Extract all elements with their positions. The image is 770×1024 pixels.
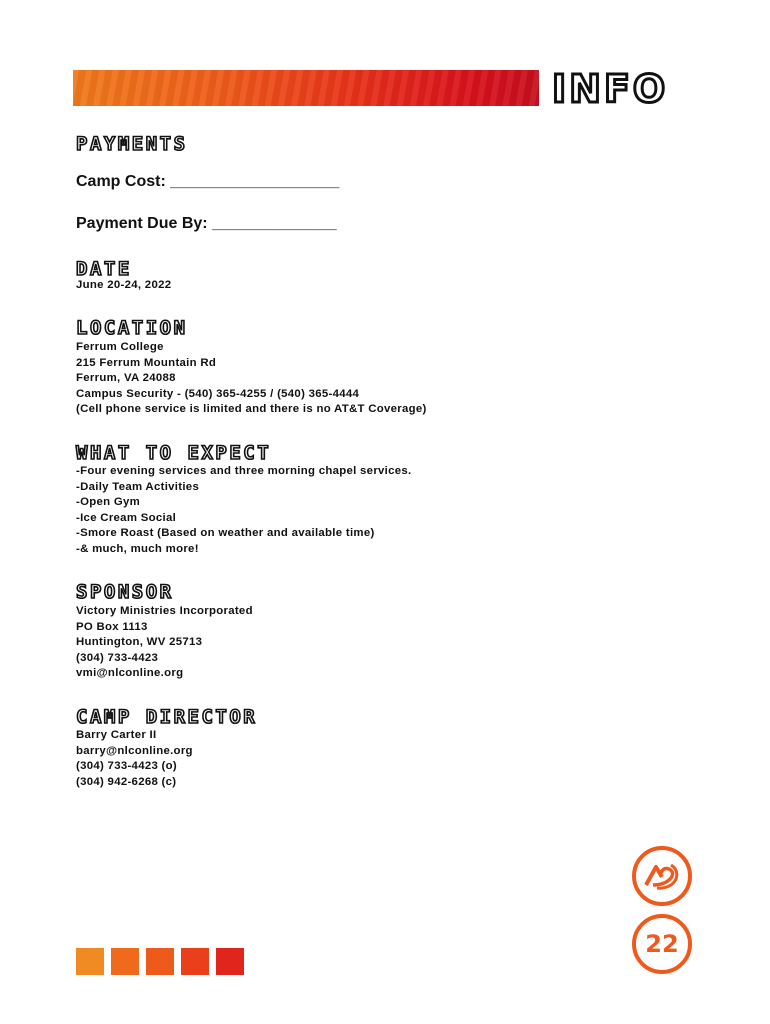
expect-line: -Smore Roast (Based on weather and available time) (76, 527, 375, 539)
director-email: barry@nlconline.org (76, 744, 193, 757)
director-line: (304) 733-4423 (o) (76, 760, 178, 772)
year-badge (632, 914, 692, 974)
payments-heading: PAYMENTS (76, 133, 188, 155)
director-line: Barry Carter II (76, 729, 157, 741)
sponsor-heading: SPONSOR (76, 581, 174, 603)
date-value: June 20-24, 2022 (76, 279, 172, 291)
expect-block (76, 464, 412, 557)
location-heading: LOCATION (76, 317, 188, 339)
date-heading: DATE (76, 258, 132, 280)
location-line: Ferrum College (76, 341, 164, 353)
sponsor-line: Victory Ministries Incorporated (76, 605, 253, 617)
header-banner (73, 70, 539, 106)
expect-heading: WHAT TO EXPECT (76, 442, 272, 464)
swirl-logo-icon (643, 861, 681, 891)
sponsor-line: (304) 733-4423 (76, 651, 159, 664)
director-heading: CAMP DIRECTOR (76, 706, 258, 728)
sponsor-line: Huntington, WV 25713 (76, 636, 203, 648)
decor-square (76, 948, 104, 975)
location-line: Campus Security - (540) 365-4255 / (540) 365-4444 (76, 387, 360, 400)
page-title: INFO (552, 67, 669, 111)
decor-square (146, 948, 174, 975)
sponsor-line: PO Box 1113 (76, 620, 148, 633)
expect-line: -Ice Cream Social (76, 511, 177, 524)
expect-line: -Open Gym (76, 496, 141, 508)
director-block (76, 728, 193, 790)
expect-line: -Four evening services and three morning chapel services. (76, 465, 412, 477)
year-number: 22 (645, 930, 679, 958)
location-line: Ferrum, VA 24088 (76, 372, 176, 384)
location-line: 215 Ferrum Mountain Rd (76, 356, 217, 369)
location-line: (Cell phone service is limited and there is no AT&T Coverage) (76, 403, 427, 415)
director-line: (304) 942-6268 (c) (76, 775, 177, 788)
expect-line: -& much, much more! (76, 542, 199, 555)
expect-line: -Daily Team Activities (76, 480, 200, 493)
decorative-squares (76, 948, 244, 975)
payment-due-field: Payment Due By: ______________ (76, 215, 337, 232)
logo-badge (632, 846, 692, 906)
decor-square (216, 948, 244, 975)
decor-square (181, 948, 209, 975)
sponsor-block (76, 604, 253, 682)
decor-square (111, 948, 139, 975)
location-block (76, 340, 427, 418)
camp-cost-field: Camp Cost: ___________________ (76, 173, 340, 190)
sponsor-email: vmi@nlconline.org (76, 667, 184, 679)
